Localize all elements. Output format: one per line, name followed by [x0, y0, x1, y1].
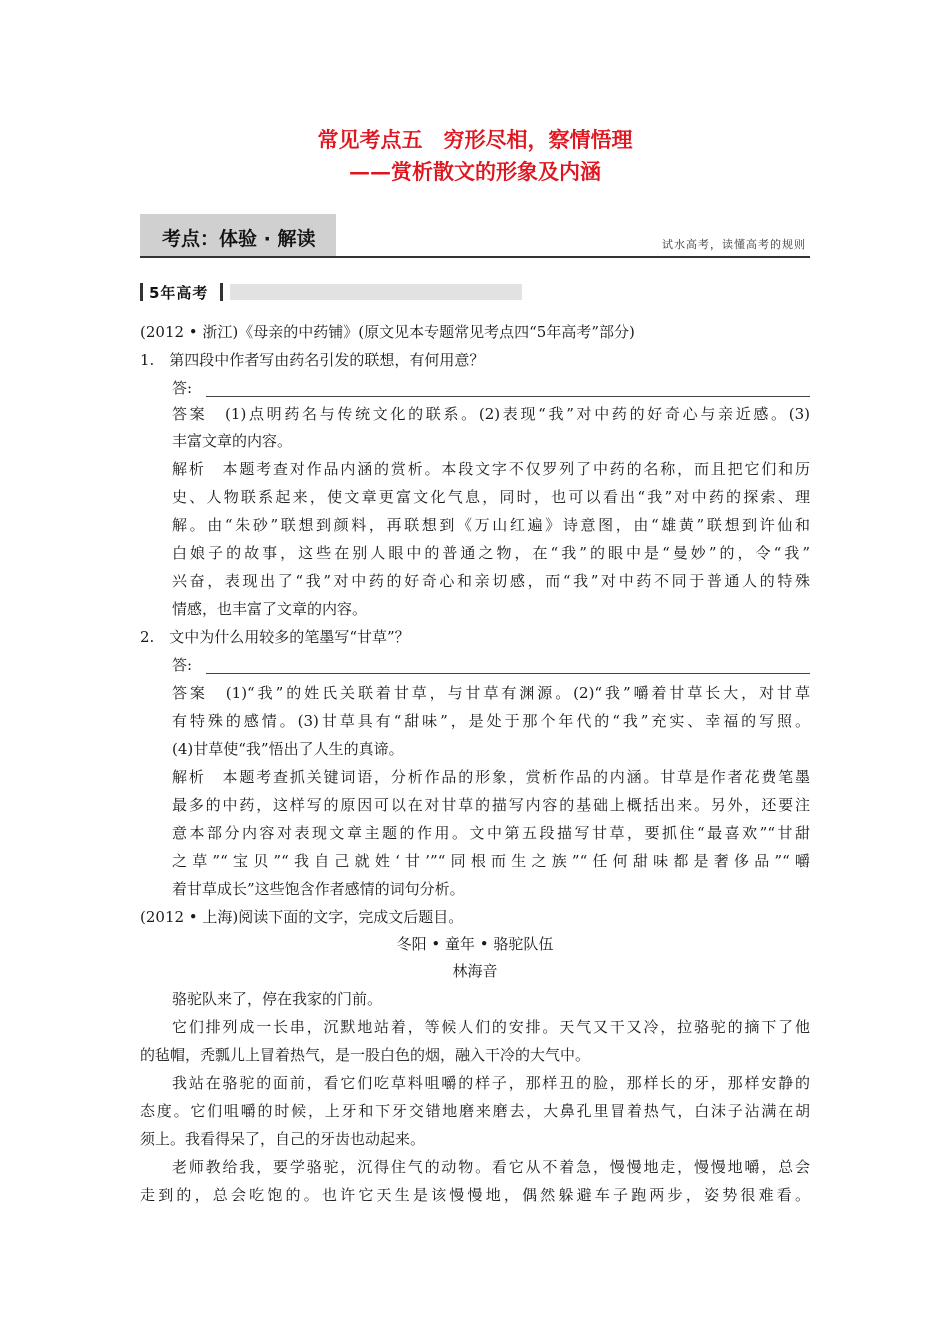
answer-2-line-3: (4)甘草使“我”悟出了人生的真谛。: [172, 740, 404, 758]
analysis-1-line-3: 解。由“朱砂”联想到颜料，再联想到《万山红遍》诗意图，由“雄黄”联想到许仙和: [172, 516, 810, 534]
section-label: 5年高考: [149, 284, 209, 302]
analysis-1-line-4: 白娘子的故事，这些在别人眼中的普通之物，在“我”的眼中是“曼妙”的，令“我”: [172, 544, 810, 562]
answer-2-line-2: 有特殊的感情。(3)甘草具有“甜味”，是处于那个年代的“我”充实、幸福的写照。: [172, 712, 810, 730]
answer-blank-1[interactable]: [206, 396, 810, 397]
source-note-2: (2012 • 上海)阅读下面的文字，完成文后题目。: [140, 908, 464, 926]
passage-para-3-line-3: 须上。我看得呆了，自己的牙齿也动起来。: [140, 1130, 426, 1148]
answer-blank-2[interactable]: [206, 673, 810, 674]
analysis-1-line-6: 情感，也丰富了文章的内容。: [172, 600, 368, 618]
passage-para-2-line-2: 的毡帽，秃瓢儿上冒着热气，是一股白色的烟，融入干冷的大气中。: [140, 1046, 591, 1064]
banner-tagline: 试水高考，读懂高考的规则: [662, 238, 806, 251]
banner-rule: [140, 256, 810, 258]
passage-para-1: 骆驼队来了，停在我家的门前。: [172, 990, 383, 1008]
analysis-2-line-5: 着甘草成长”这些饱含作者感情的词句分析。: [172, 880, 465, 898]
analysis-2-line-3: 意本部分内容对表现文章主题的作用。文中第五段描写甘草，要抓住“最喜欢”“甘甜: [172, 824, 810, 842]
answer-label-1: 答:: [172, 379, 193, 397]
section-header: [140, 282, 522, 302]
passage-para-3-line-1: 我站在骆驼的面前，看它们吃草料咀嚼的样子，那样丑的脸，那样长的牙，那样安静的: [172, 1074, 810, 1092]
banner-title: 考点：体验 · 解读: [162, 228, 316, 250]
answer-1-line-2: 丰富文章的内容。: [172, 432, 293, 450]
analysis-2-line-4: 之草”“宝贝”“我自己就姓‘甘’”“同根而生之族”“任何甜味都是奢侈品”“嚼: [172, 852, 810, 870]
passage-para-3-line-2: 态度。它们咀嚼的时候，上牙和下牙交错地磨来磨去，大鼻孔里冒着热气，白沫子沾满在胡: [140, 1102, 810, 1120]
analysis-1-line-5: 兴奋，表现出了“我”对中药的好奇心和亲切感，而“我”对中药不同于普通人的特殊: [172, 572, 810, 590]
section-bar-left: [140, 283, 143, 301]
analysis-1-line-2: 史、人物联系起来，使文章更富文化气息，同时，也可以看出“我”对中药的探索、理: [172, 488, 810, 506]
passage-title: 冬阳 • 童年 • 骆驼队伍: [396, 935, 554, 953]
passage-para-4-line-1: 老师教给我，要学骆驼，沉得住气的动物。看它从不着急，慢慢地走，慢慢地嚼，总会: [172, 1158, 810, 1176]
question-1: 1. 第四段中作者写由药名引发的联想，有何用意？: [140, 351, 485, 369]
analysis-2-line-1: 解析 本题考查抓关键词语，分析作品的形象，赏析作品的内涵。甘草是作者花费笔墨: [172, 768, 810, 786]
analysis-1-line-1: 解析 本题考查对作品内涵的赏析。本段文字不仅罗列了中药的名称，而且把它们和历: [172, 460, 810, 478]
source-note-1: (2012 • 浙江)《母亲的中药铺》(原文见本专题常见考点四“5年高考”部分): [140, 323, 635, 341]
answer-2-line-1: 答案 (1)“我”的姓氏关联着甘草，与甘草有渊源。(2)“我”嚼着甘草长大，对甘草: [172, 684, 810, 702]
passage-para-2-line-1: 它们排列成一长串，沉默地站着，等候人们的安排。天气又干又冷，拉骆驼的摘下了他: [172, 1018, 810, 1036]
analysis-2-line-2: 最多的中药，这样写的原因可以在对甘草的描写内容的基础上概括出来。另外，还要注: [172, 796, 810, 814]
passage-para-4-line-2: 走到的，总会吃饱的。也许它天生是该慢慢地，偶然躲避车子跑两步，姿势很难看。: [140, 1186, 810, 1204]
section-header-shade: [230, 284, 522, 300]
section-banner: [140, 214, 810, 258]
question-2: 2. 文中为什么用较多的笔墨写“甘草”？: [140, 628, 410, 646]
section-bar-right: [220, 283, 223, 301]
passage-author: 林海音: [452, 962, 498, 980]
page-title: 常见考点五 穷形尽相，察情悟理: [317, 127, 633, 152]
answer-label-2: 答:: [172, 656, 193, 674]
page-subtitle: ——赏析散文的形象及内涵: [349, 159, 601, 184]
answer-1-line-1: 答案 (1)点明药名与传统文化的联系。(2)表现“我”对中药的好奇心与亲近感。(3): [172, 405, 810, 423]
